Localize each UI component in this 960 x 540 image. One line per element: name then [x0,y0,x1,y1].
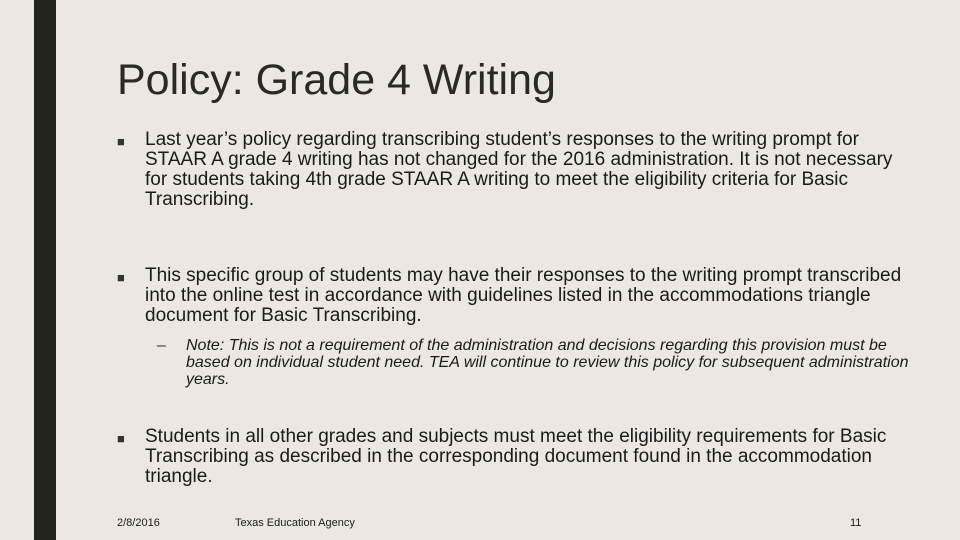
bullet-item [117,130,917,210]
square-bullet-icon: ■ [117,431,125,446]
bullet-item [117,266,917,326]
dash-bullet-icon: – [157,337,166,354]
bullet-text: Last year’s policy regarding transcribing student’s responses to the writing prompt for STAAR A grade 4 writing has not changed for the 2016 administration. It is not necessary for students taking 4th grade STAAR A writing to meet the eligibility criteria for Basic Transcribing. [145,129,893,210]
bullet-text: Students in all other grades and subjects must meet the eligibility requirements for Basic Transcribing as described in the corresponding document found in the accommodation triangle. [145,426,887,487]
bullet-item [117,427,917,487]
square-bullet-icon: ■ [117,270,125,285]
sub-bullet-text: Note: This is not a requirement of the administration and decisions regarding this provision must be based on individual student need. TEA will continue to review this policy for subsequent administration years. [186,337,909,388]
slide-title: Policy: Grade 4 Writing [117,56,556,104]
decorative-side-bar [34,0,56,540]
sub-bullet-item [157,337,917,388]
square-bullet-icon: ■ [117,134,125,149]
footer-organization: Texas Education Agency [235,517,355,529]
bullet-text: This specific group of students may have their responses to the writing prompt transcribed into the online test in accordance with guidelines listed in the accommodations triangle document for Basic Transcribing. [145,265,902,326]
footer-date: 2/8/2016 [117,517,160,529]
footer-page-number: 11 [850,517,862,529]
